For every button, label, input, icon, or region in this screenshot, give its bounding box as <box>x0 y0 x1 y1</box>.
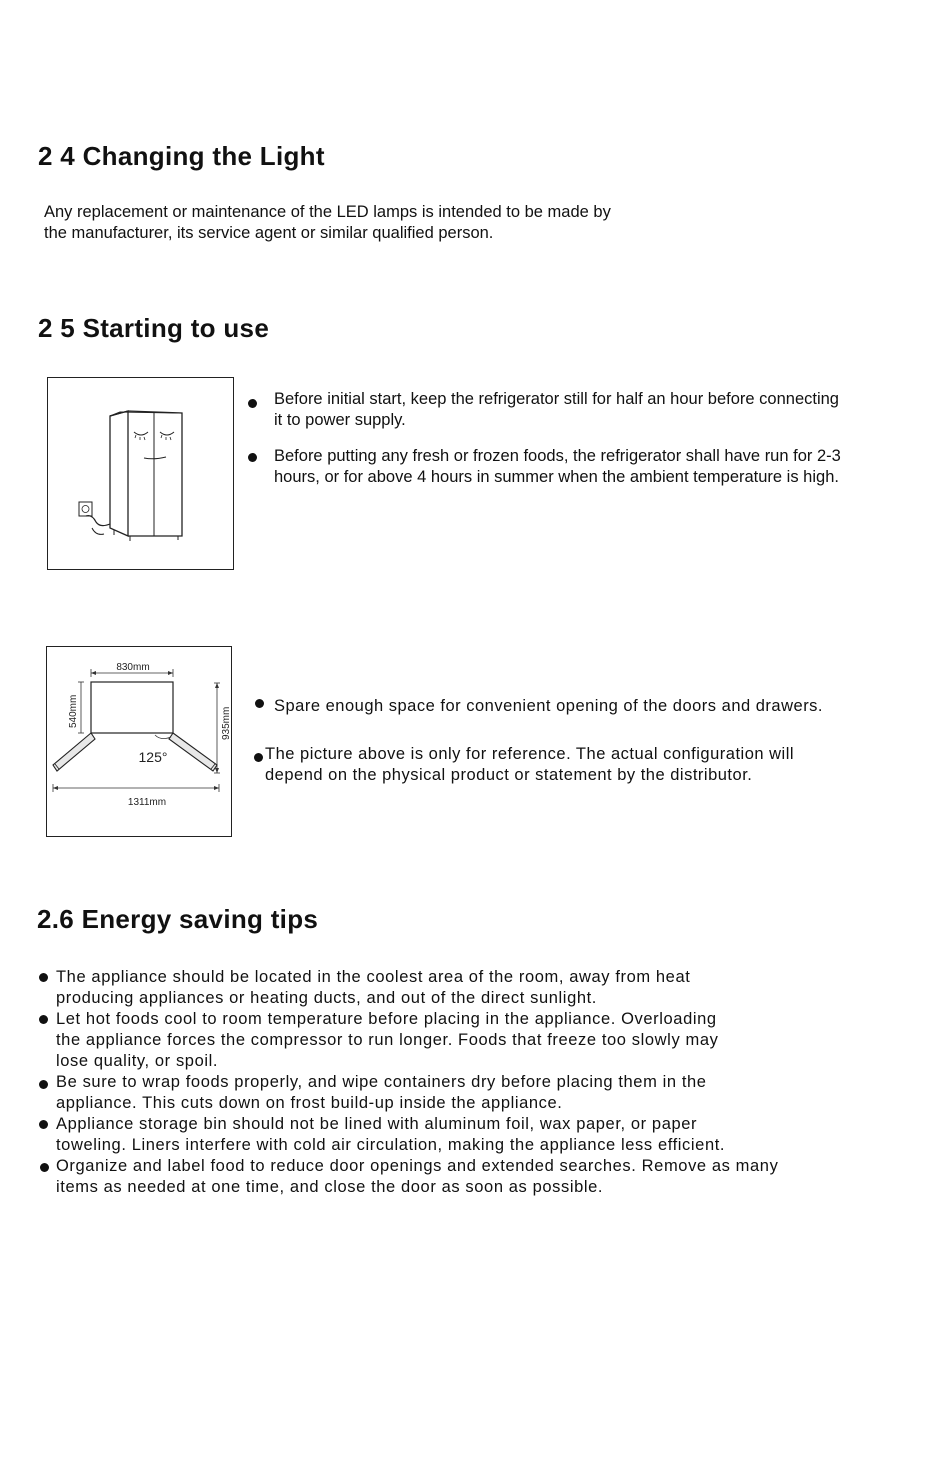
list-item <box>39 1156 939 1198</box>
bullet-icon <box>254 753 263 762</box>
door-angle-label: 125° <box>138 749 168 765</box>
bullet-line: depend on the physical product or statement by the distributor. <box>265 766 753 784</box>
bullet-icon <box>248 453 257 462</box>
depth-dimension-label: 540mm <box>68 694 79 728</box>
section-24-line: the manufacturer, its service agent or similar qualified person. <box>44 224 494 242</box>
open-depth-dimension-label: 935mm <box>221 706 231 740</box>
section-24-title: 2 4 Changing the Light <box>38 141 325 171</box>
tip-line: items as needed at one time, and close the door as soon as possible. <box>56 1178 604 1196</box>
section-26-title: 2.6 Energy saving tips <box>37 904 319 934</box>
refrigerator-plug-figure <box>47 377 234 570</box>
total-width-dimension-label: 1311mm <box>127 797 167 808</box>
refrigerator-illustration <box>48 378 233 569</box>
bullet-line: hours, or for above 4 hours in summer when the ambient temperature is high. <box>274 468 839 486</box>
tip-line: Be sure to wrap foods properly, and wipe containers dry before placing them in the <box>56 1073 707 1091</box>
list-item <box>246 389 936 431</box>
section-24-line: Any replacement or maintenance of the LED lamps is intended to be made by <box>44 203 611 221</box>
bullet-icon <box>248 399 257 408</box>
list-item <box>246 696 936 717</box>
width-dimension-label: 830mm <box>116 662 150 673</box>
starting-bullets-b <box>246 696 936 786</box>
list-item <box>246 446 936 488</box>
tip-line: lose quality, or spoil. <box>56 1052 219 1070</box>
tip-line: Organize and label food to reduce door openings and extended searches. Remove as many <box>56 1157 779 1175</box>
list-item <box>39 1072 939 1114</box>
bullet-line: Before putting any fresh or frozen foods, the refrigerator shall have run for 2-3 <box>274 447 841 465</box>
tip-line: toweling. Liners interfere with cold air circulation, making the appliance less efficient. <box>56 1136 726 1154</box>
tip-line: appliance. This cuts down on frost build-up inside the appliance. <box>56 1094 563 1112</box>
tip-line: producing appliances or heating ducts, and out of the direct sunlight. <box>56 989 597 1007</box>
list-item <box>39 967 939 1009</box>
section-24-text <box>44 202 611 244</box>
list-item <box>39 1114 939 1156</box>
dimensions-diagram <box>47 647 231 836</box>
section-25-title: 2 5 Starting to use <box>38 313 270 343</box>
bullet-line: The picture above is only for reference. The actual configuration will <box>265 745 795 763</box>
list-item <box>39 1009 939 1072</box>
tip-line: Appliance storage bin should not be lined with aluminum foil, wax paper, or paper <box>56 1115 698 1133</box>
starting-bullets-a <box>246 389 936 488</box>
energy-tips-list <box>39 967 939 1198</box>
dimensions-figure <box>46 646 232 837</box>
bullet-icon <box>40 1163 49 1172</box>
bullet-icon <box>39 1080 48 1089</box>
list-item <box>246 744 936 786</box>
tip-line: the appliance forces the compressor to run longer. Foods that freeze too slowly may <box>56 1031 719 1049</box>
tip-line: The appliance should be located in the coolest area of the room, away from heat <box>56 968 691 986</box>
tip-line: Let hot foods cool to room temperature before placing in the appliance. Overloading <box>56 1010 717 1028</box>
bullet-icon <box>39 1120 48 1129</box>
bullet-icon <box>39 1015 48 1024</box>
bullet-icon <box>255 699 264 708</box>
bullet-line: Spare enough space for convenient opening of the doors and drawers. <box>274 697 824 715</box>
bullet-icon <box>39 973 48 982</box>
bullet-line: Before initial start, keep the refrigerator still for half an hour before connecting <box>274 390 839 408</box>
bullet-line: it to power supply. <box>274 411 406 429</box>
